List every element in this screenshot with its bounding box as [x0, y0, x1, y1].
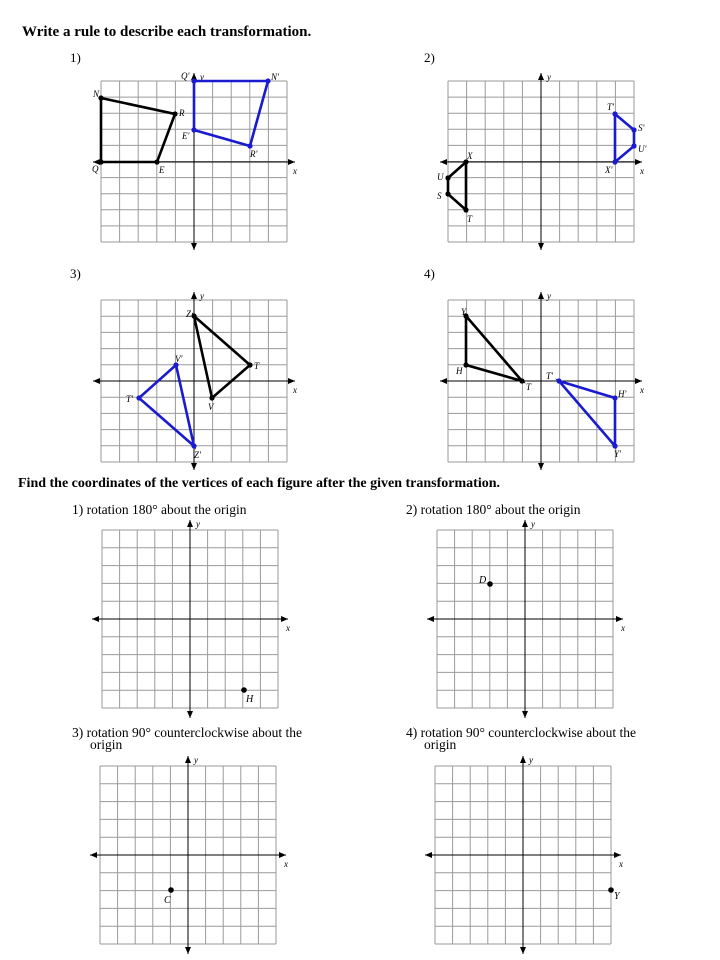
x-axis-label: x [621, 623, 625, 633]
y-axis-arrow-up [520, 756, 526, 763]
point-label-C: C [164, 895, 171, 906]
s2-problem3-text: rotation 90° counterclockwise about the [86, 725, 302, 740]
y-axis-arrow-down [520, 947, 526, 954]
s1-problem1-number: 1) [70, 50, 81, 65]
s2-problem4-text2: origin [424, 737, 457, 752]
vertex-label-T-prime: T' [607, 102, 614, 112]
s2-problem3-text2: origin [90, 737, 123, 752]
vertex-label-Y: Y [461, 307, 467, 317]
vertex-label-S: S [437, 191, 442, 201]
vertex-label-E: E [159, 165, 165, 175]
y-axis-label: y [547, 72, 551, 82]
s2-problem2-text: rotation 180° about the origin [420, 502, 581, 517]
s2-problem4-number: 4) [406, 725, 418, 740]
x-axis-label: x [619, 859, 623, 869]
x-axis-label: x [293, 385, 297, 395]
vertex-label-R: R [179, 108, 185, 118]
vertex-label-Z-prime: Z' [194, 450, 201, 460]
vertex-label-Q-prime: Q' [181, 71, 190, 81]
x-axis-label: x [293, 166, 297, 176]
vertex-label-T: T [526, 382, 532, 392]
y-axis-label: y [194, 755, 198, 765]
vertex-label-V-prime: V' [175, 354, 183, 364]
vertex-label-T: T [254, 361, 260, 371]
y-axis-label: y [531, 519, 535, 529]
x-axis-label: x [284, 859, 288, 869]
x-axis-arrow-right [614, 852, 621, 858]
vertex-label-H-prime: H' [618, 389, 627, 399]
vertex-label-T: T [467, 214, 473, 224]
vertex-label-R-prime: R' [250, 149, 258, 159]
y-axis-label: y [547, 291, 551, 301]
s1-problem2-number: 2) [424, 50, 435, 65]
vertex-label-Q: Q [92, 164, 99, 174]
vertex-label-E-prime: E' [182, 131, 190, 141]
s2-problem3-number: 3) [72, 725, 84, 740]
x-axis-label: x [640, 385, 644, 395]
vertex-label-U-prime: U' [638, 144, 647, 154]
vertex-label-U: U [437, 172, 444, 182]
point-label-H: H [246, 694, 254, 705]
s1-problem4-number: 4) [424, 266, 435, 281]
vertex-label-T-prime: T' [546, 371, 553, 381]
vertex-label-N: N [93, 89, 100, 99]
y-axis-label: y [200, 291, 204, 301]
s2-problem4-text: rotation 90° counterclockwise about the [420, 725, 636, 740]
vertex-label-Y-prime: Y' [614, 449, 621, 459]
y-axis-label: y [200, 72, 204, 82]
vertex-label-V: V [208, 402, 214, 412]
s1-problem3-number: 3) [70, 266, 81, 281]
x-axis-arrow-left [425, 852, 432, 858]
point-label-Y: Y [614, 891, 620, 902]
x-axis-label: x [640, 166, 644, 176]
vertex-label-T-prime: T' [126, 394, 133, 404]
vertex-label-S-prime: S' [638, 123, 645, 133]
point-dot [608, 887, 614, 893]
vertex-label-H: H [456, 366, 463, 376]
s2-problem1-text: rotation 180° about the origin [86, 502, 247, 517]
section1-heading: Write a rule to describe each transformation. [22, 24, 312, 40]
vertex-label-N-prime: N' [271, 72, 279, 82]
s2-problem2-number: 2) [406, 502, 418, 517]
y-axis-label: y [529, 755, 533, 765]
vertex-label-X-prime: X' [605, 165, 613, 175]
vertex-label-X: X [467, 151, 473, 161]
point-label-D: D [479, 575, 487, 586]
vertex-label-Z: Z [186, 309, 192, 319]
y-axis-label: y [196, 519, 200, 529]
s2-problem1-number: 1) [72, 502, 84, 517]
section2-heading: Find the coordinates of the vertices of each figure after the given transformation. [18, 476, 500, 491]
x-axis-label: x [286, 623, 290, 633]
